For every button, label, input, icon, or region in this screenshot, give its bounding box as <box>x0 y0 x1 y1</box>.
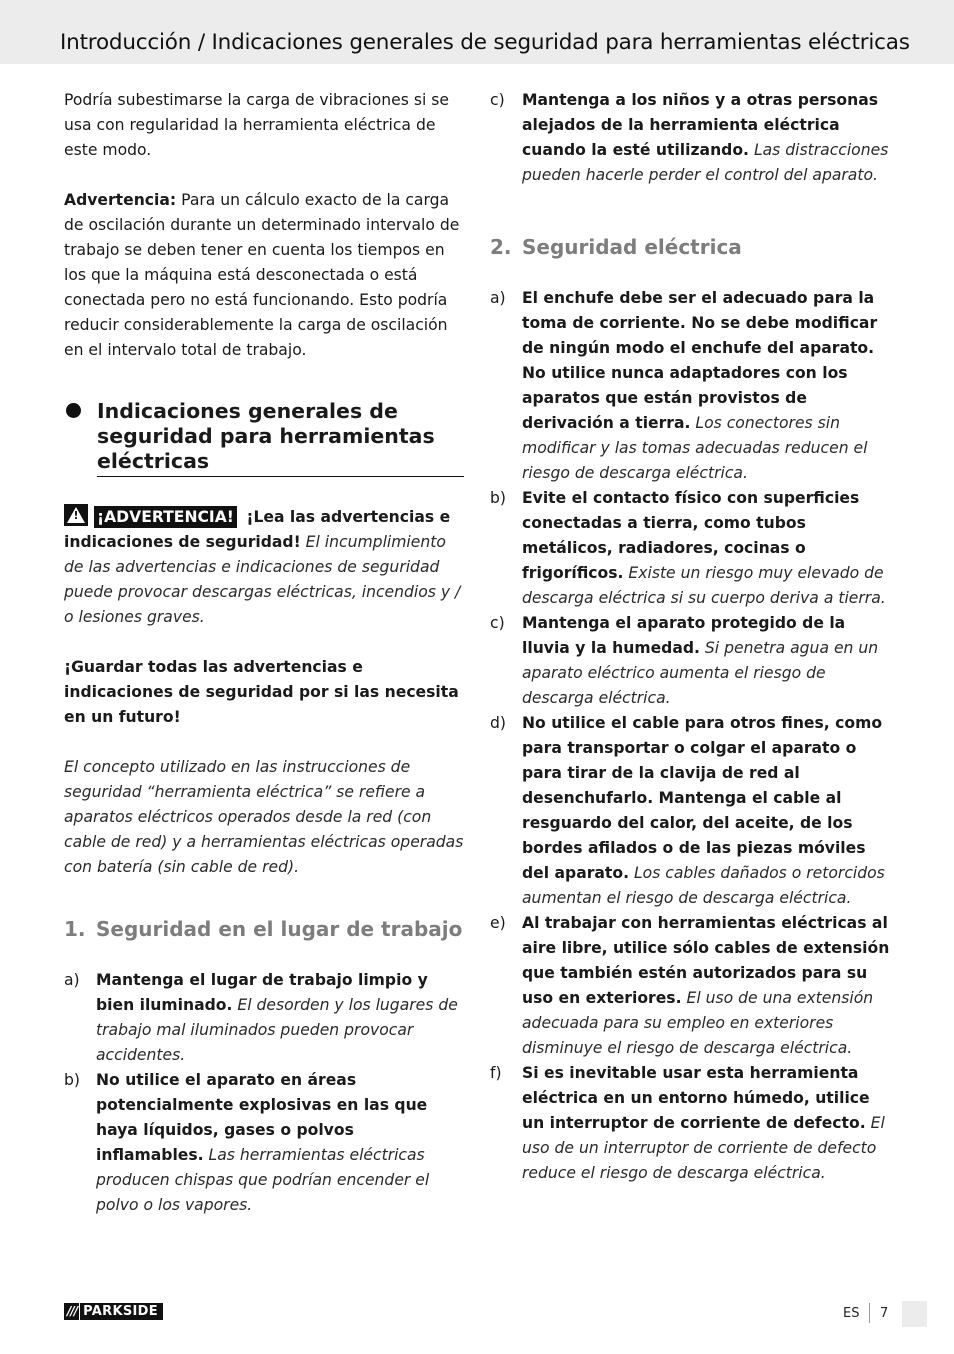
page-number: 7 <box>880 1306 889 1321</box>
save-notice: ¡Guardar todas las advertencias e indicaciones de seguridad por si las necesita en un futuro! <box>64 658 459 726</box>
right-column <box>490 88 894 1186</box>
list-item: a) El enchufe debe ser el adecuado para la toma de corriente. No se debe modificar de ningún modo el enchufe del aparato. No utilice nunca adaptadores con los aparatos que están provistos de derivación a tierra. Los conectores sin modificar y las tomas adecuadas reducen el riesgo de descarga eléctrica. <box>490 289 878 482</box>
list-item: b) No utilice el aparato en áreas potencialmente explosivas en las que haya líquidos, gases o polvos inflamables. Las herramientas eléctricas producen chispas que podrían encender el polvo o los vapores. <box>64 1071 430 1214</box>
warning-consequences: El incumplimiento de las advertencias e indicaciones de seguridad puede provocar descargas eléctricas, incendios y / o lesiones graves. <box>64 533 461 626</box>
logo-brand: PARKSIDE <box>80 1303 163 1320</box>
parkside-logo <box>64 1303 163 1320</box>
bullet-dot-icon <box>66 403 81 418</box>
section-2-number: 2. <box>490 235 512 259</box>
section-2-title: Seguridad eléctrica <box>522 235 742 259</box>
page-tab-marker <box>902 1301 927 1327</box>
language-code: ES <box>843 1306 860 1321</box>
bullet-heading-text: Indicaciones generales de seguridad para herramientas eléctricas <box>97 399 464 477</box>
concept-paragraph: El concepto utilizado en las instrucciones de seguridad “herramienta eléctrica” se refiere a aparatos eléctricos operados desde la red (con cable de red) y a herramientas eléctricas operadas con batería (sin cable de red). <box>64 758 464 876</box>
page-header <box>0 0 954 64</box>
warning-triangle-icon: ! <box>64 504 88 526</box>
logo-slashes: /// <box>64 1303 79 1320</box>
list-item: b) Evite el contacto físico con superficies conectadas a tierra, como tubos metálicos, radiadores, cocinas o frigoríficos. Existe un riesgo muy elevado de descarga eléctrica si su cuerpo deriva a tierra. <box>490 489 886 607</box>
warning-label: Advertencia: <box>64 191 177 209</box>
list-item: e) Al trabajar con herramientas eléctricas al aire libre, utilice sólo cables de extensión que también estén autorizados para su uso en exteriores. El uso de una extensión adecuada para su empleo en exteriores disminuye el riesgo de descarga eléctrica. <box>490 914 890 1057</box>
list-item: c) Mantenga el aparato protegido de la lluvia y la humedad. Si penetra agua en un aparato eléctrico aumenta el riesgo de descarga eléctrica. <box>490 614 879 707</box>
section-1-number: 1. <box>64 917 86 941</box>
list-item: d) No utilice el cable para otros fines, como para transportar o colgar el aparato o para tirar de la clavija de red al desenchufarlo. Mantenga el cable al resguardo del calor, del aceite, de los bordes afilados o de las piezas móviles del aparato. Los cables dañados o retorcidos aumentan el riesgo de descarga eléctrica. <box>490 714 885 907</box>
page-title: Introducción / Indicaciones generales de seguridad para herramientas eléctricas <box>60 30 910 55</box>
vibration-paragraph: Podría subestimarse la carga de vibraciones si se usa con regularidad la herramienta eléctrica de este modo. <box>64 91 449 159</box>
bullet-heading <box>64 399 464 477</box>
warning-text: Para un cálculo exacto de la carga de oscilación durante un determinado intervalo de trabajo se deben tener en cuenta los tiempos en los que la máquina está desconectada o está conectada pero no está funcionando. Esto podría reducir considerablemente la carga de oscilación en el intervalo total de trabajo. <box>64 191 460 359</box>
footer-divider <box>869 1303 870 1323</box>
section-1-title: Seguridad en el lugar de trabajo <box>96 917 463 941</box>
section-1-heading <box>64 916 464 942</box>
section-2-heading <box>490 234 894 260</box>
list-item: f) Si es inevitable usar esta herramienta eléctrica en un entorno húmedo, utilice un interruptor de corriente de defecto. El uso de un interruptor de corriente de defecto reduce el riesgo de descarga eléctrica. <box>490 1064 885 1182</box>
safety-warning-block <box>64 504 464 630</box>
warning-paragraph <box>64 188 464 363</box>
list-item: a) Mantenga el lugar de trabajo limpio y bien iluminado. El desorden y los lugares de trabajo mal iluminados pueden provocar accidentes. <box>64 971 458 1064</box>
warning-read-instructions: ¡Lea las advertencias e indicaciones de seguridad! <box>64 508 451 551</box>
list-item: c) Mantenga a los niños y a otras personas alejados de la herramienta eléctrica cuando la esté utilizando. Las distracciones pueden hacerle perder el control del aparato. <box>490 91 889 184</box>
left-column <box>64 88 464 1218</box>
warning-badge: ¡ADVERTENCIA! <box>94 506 237 528</box>
